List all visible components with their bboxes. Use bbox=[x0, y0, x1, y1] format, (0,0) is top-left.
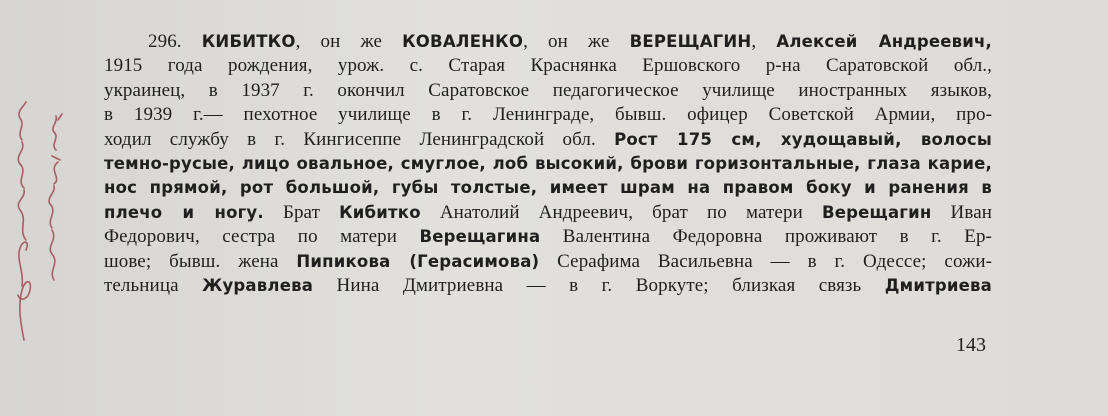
bold-text-span: плечо и ногу. bbox=[104, 202, 264, 222]
text-line bbox=[104, 274, 992, 298]
handwritten-margin-note bbox=[2, 90, 92, 350]
bold-text-span: КИБИТКО bbox=[201, 32, 296, 51]
text-span: тельница bbox=[104, 274, 203, 296]
bold-text-span: КОВАЛЕНКО bbox=[402, 32, 524, 51]
bold-text-span: Кибитко bbox=[339, 202, 421, 222]
text-line bbox=[104, 54, 992, 78]
bold-text-span: Пипикова (Герасимова) bbox=[296, 251, 540, 271]
text-span: Брат bbox=[263, 201, 340, 223]
text-span: Серафима Васильевна — в г. Одессе; сожи- bbox=[539, 250, 993, 272]
entry-296-text bbox=[104, 30, 992, 298]
text-span: в 1939 г.— пехотное училище в г. Ленинграде, бывш. офицер Советской Армии, про- bbox=[104, 104, 992, 126]
text-span: , bbox=[751, 31, 777, 52]
text-span: Иван bbox=[931, 201, 993, 223]
bold-text-span: Верещагина bbox=[419, 227, 541, 247]
text-span: 1915 года рождения, урож. с. Старая Краснянка Ершовского р-на Саратовской обл., bbox=[104, 55, 992, 77]
text-span: , он же bbox=[295, 31, 403, 52]
bold-text-span: нос прямой, рот большой, губы толстые, имеет шрам на правом боку и ранения в bbox=[104, 178, 992, 198]
bold-text-span: Алексей Андреевич, bbox=[776, 32, 993, 51]
text-span: Нина Дмитриевна — в г. Воркуте; близкая связь bbox=[313, 274, 885, 296]
text-line bbox=[104, 128, 992, 152]
bold-text-span: ВЕРЕЩАГИН bbox=[629, 32, 752, 51]
text-span: Федорович, сестра по матери bbox=[104, 226, 420, 248]
text-line bbox=[104, 79, 992, 103]
text-span: , он же bbox=[523, 31, 630, 52]
text-span: Анатолий Андреевич, брат по матери bbox=[420, 201, 822, 223]
text-line bbox=[104, 225, 992, 249]
bold-text-span: Рост 175 см, худощавый, волосы bbox=[614, 129, 992, 149]
text-line bbox=[104, 201, 992, 225]
bold-text-span: темно-русые, лицо овальное, смуглое, лоб высокий, брови горизонтальные, глаза карие, bbox=[104, 153, 992, 173]
bold-text-span: Верещагин bbox=[821, 202, 932, 222]
text-line bbox=[104, 152, 992, 176]
text-line bbox=[104, 176, 992, 200]
text-span: 296. bbox=[148, 31, 202, 52]
text-line bbox=[104, 30, 992, 54]
text-span: Валентина Федоровна проживают в г. Ер- bbox=[540, 226, 992, 248]
text-line bbox=[104, 103, 992, 127]
text-span: шове; бывш. жена bbox=[104, 250, 297, 272]
text-line bbox=[104, 250, 992, 274]
bold-text-span: Дмитриева bbox=[884, 275, 992, 295]
text-span: украинец, в 1937 г. окончил Саратовское педагогическое училище иностранных языков, bbox=[104, 79, 992, 101]
page-number: 143 bbox=[956, 334, 986, 356]
bold-text-span: Журавлева bbox=[202, 275, 314, 295]
text-span: ходил службу в г. Кингисеппе Ленинградской обл. bbox=[104, 128, 615, 150]
